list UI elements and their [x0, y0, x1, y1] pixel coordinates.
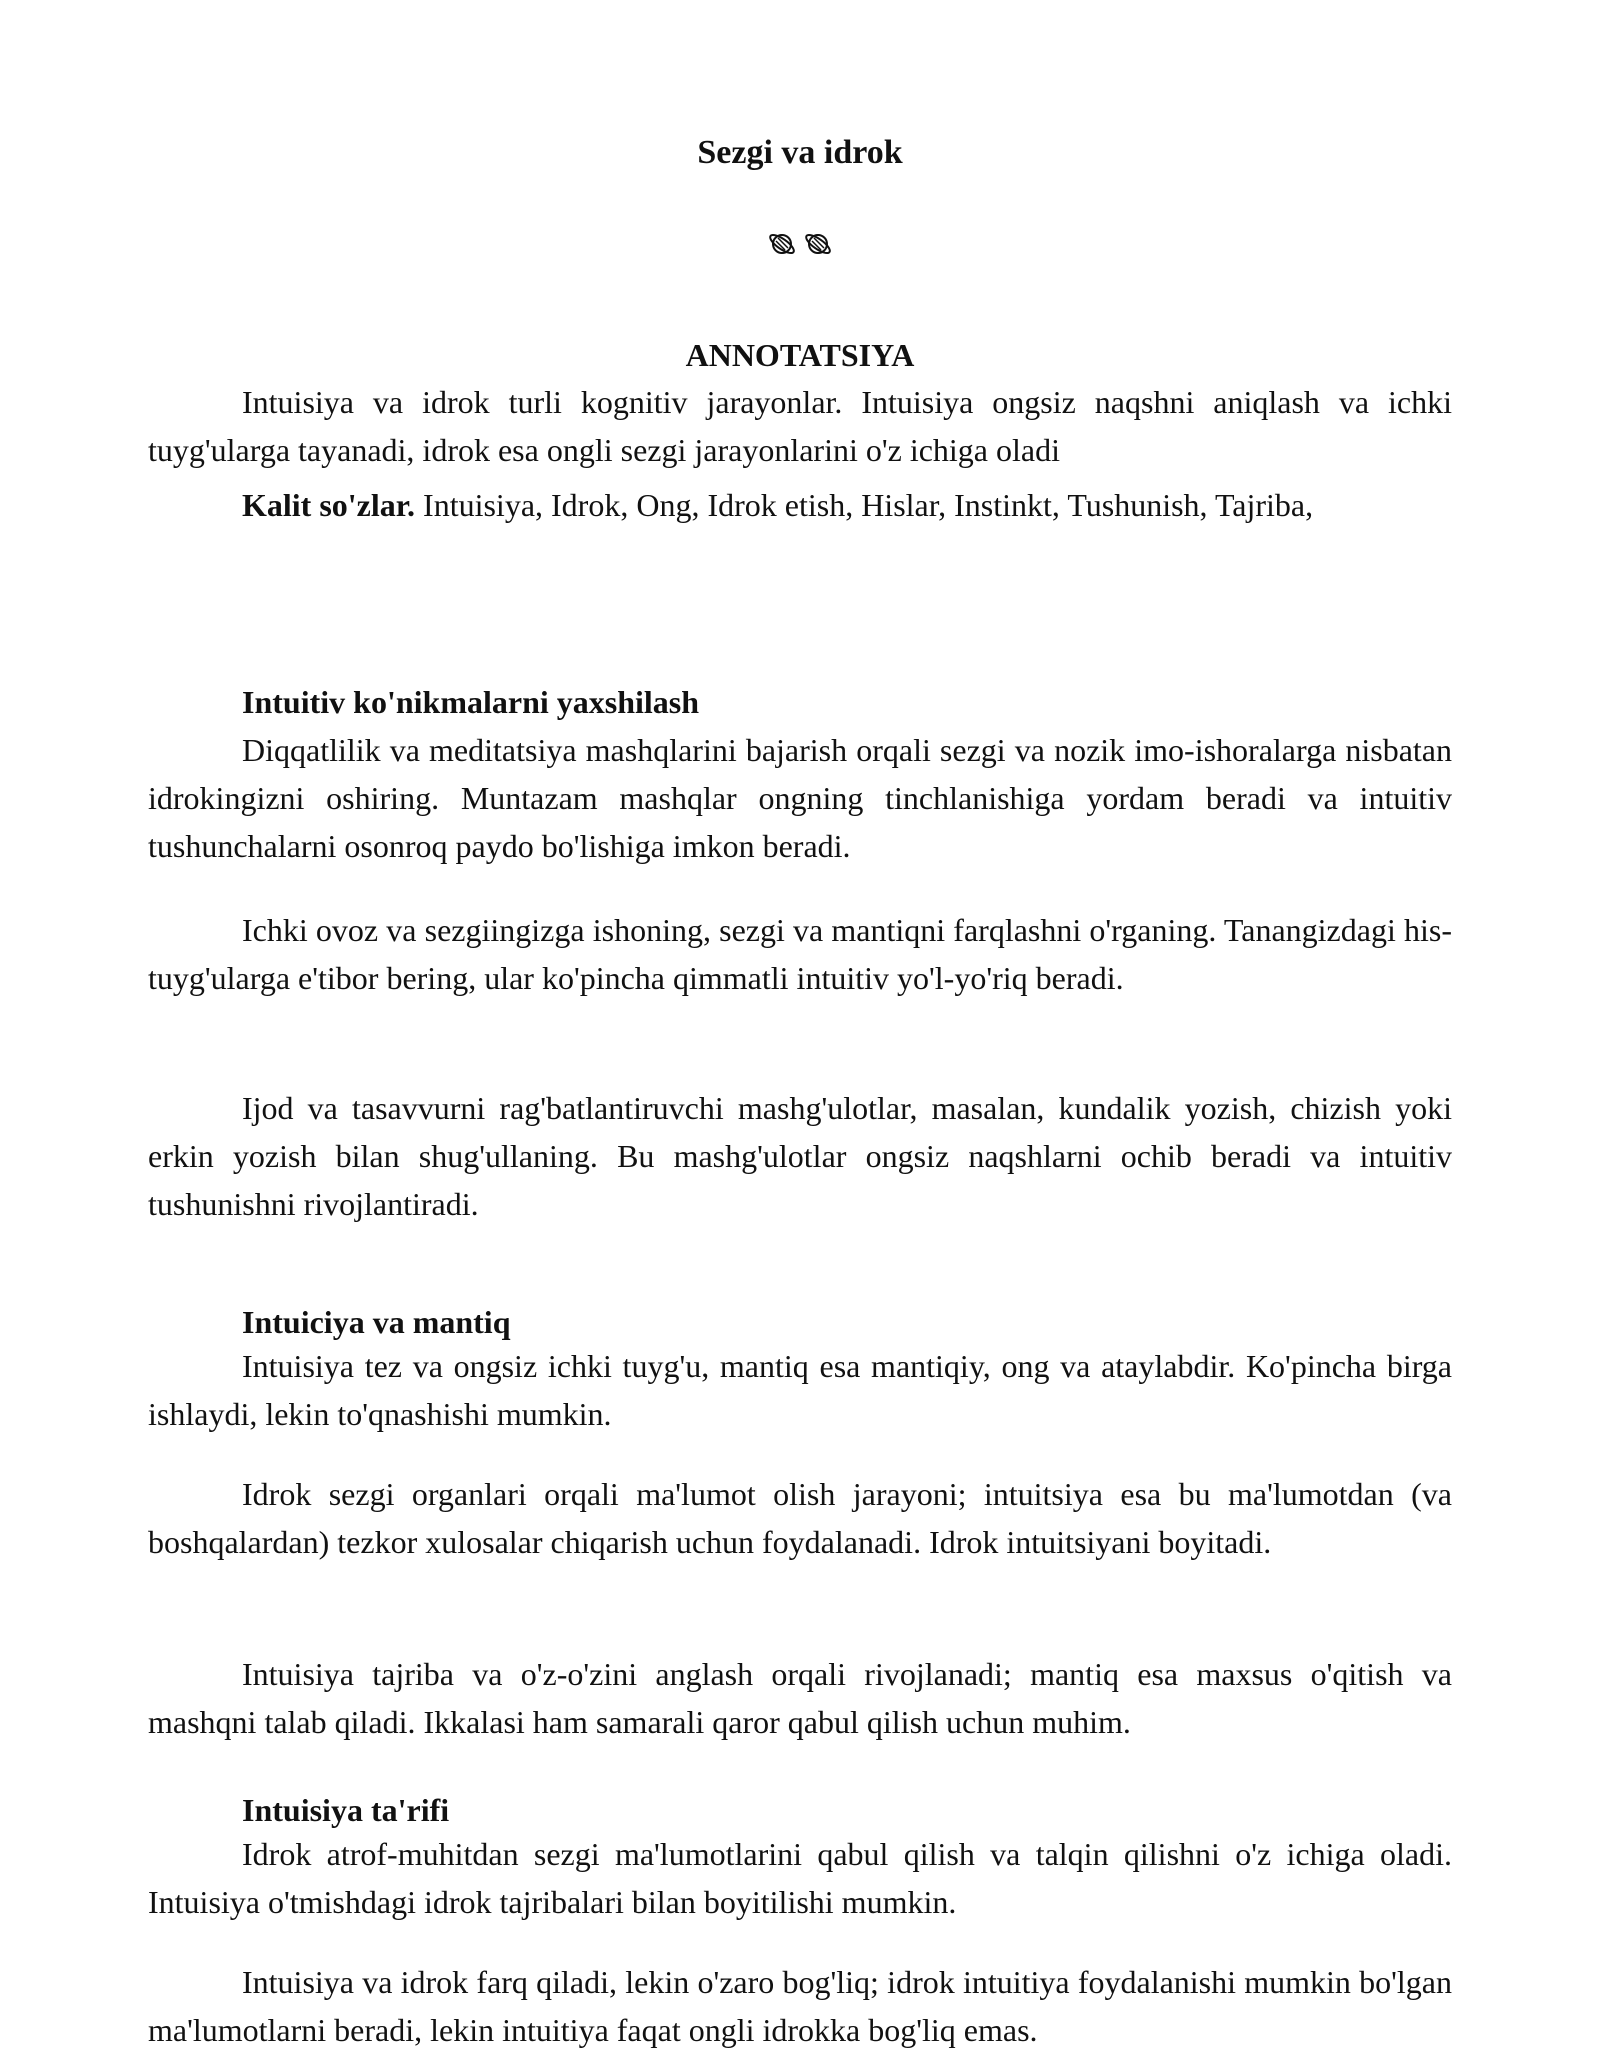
section-paragraph: Intuisiya va idrok farq qiladi, lekin o'zaro bog'liq; idrok intuitiya foydalanishi mumkin bo'lgan ma'lumotlarni beradi, lekin intuitiya faqat ongli idrokka bog'liq emas.	[148, 1964, 1452, 2048]
section-paragraph: Idrok sezgi organlari orqali ma'lumot olish jarayoni; intuitsiya esa bu ma'lumotdan (va boshqalardan) tezkor xulosalar chiqarish uchun foydalanadi. Idrok intuitsiyani boyitadi.	[148, 1476, 1452, 1560]
planet-ornament	[0, 229, 1600, 269]
annotation-heading: ANNOTATSIYA	[685, 337, 915, 373]
section-paragraph: Ijod va tasavvurni rag'batlantiruvchi mashg'ulotlar, masalan, kundalik yozish, chizish yoki erkin yozish bilan shug'ullaning. Bu mashg'ulotlar ongsiz naqshlarni ochib beradi va intuitiv tushunishni rivojlantiradi.	[148, 1090, 1452, 1222]
section-paragraph: Diqqatlilik va meditatsiya mashqlarini bajarish orqali sezgi va nozik imo-ishoralarga nisbatan idrokingizni oshiring. Muntazam mashqlar ongning tinchlanishiga yordam beradi va intuitiv tushunchalarni osonroq paydo bo'lishiga imkon beradi.	[148, 732, 1452, 864]
section-heading: Intuisiya ta'rifi	[242, 1792, 450, 1828]
planet-icon	[767, 229, 797, 259]
keywords-label: Kalit so'zlar.	[242, 487, 416, 523]
planet-icon	[803, 229, 833, 259]
section-paragraph: Ichki ovoz va sezgiingizga ishoning, sezgi va mantiqni farqlashni o'rganing. Tanangizdagi his-tuyg'ularga e'tibor bering, ular ko'pincha qimmatli intuitiv yo'l-yo'riq beradi.	[148, 912, 1452, 996]
keywords-paragraph	[148, 481, 1452, 529]
section-heading: Intuitiv ko'nikmalarni yaxshilash	[242, 684, 700, 720]
section-heading: Intuiciya va mantiq	[242, 1304, 511, 1340]
document-title: Sezgi va idrok	[697, 134, 903, 171]
section-paragraph: Idrok atrof-muhitdan sezgi ma'lumotlarini qabul qilish va talqin qilishni o'z ichiga oladi. Intuisiya o'tmishdagi idrok tajribalari bilan boyitilishi mumkin.	[148, 1836, 1452, 1920]
keywords-list: Intuisiya, Idrok, Ong, Idrok etish, Hislar, Instinkt, Tushunish, Tajriba,	[415, 487, 1314, 523]
section-paragraph: Intuisiya tajriba va o'z-o'zini anglash orqali rivojlanadi; mantiq esa maxsus o'qitish va mashqni talab qiladi. Ikkalasi ham samarali qaror qabul qilish uchun muhim.	[148, 1656, 1452, 1740]
section-paragraph: Intuisiya tez va ongsiz ichki tuyg'u, mantiq esa mantiqiy, ong va ataylabdir. Ko'pincha birga ishlaydi, lekin to'qnashishi mumkin.	[148, 1348, 1452, 1432]
annotation-text: Intuisiya va idrok turli kognitiv jarayonlar. Intuisiya ongsiz naqshni aniqlash va ichki tuyg'ularga tayanadi, idrok esa ongli sezgi jarayonlarini o'z ichiga oladi	[148, 384, 1452, 468]
